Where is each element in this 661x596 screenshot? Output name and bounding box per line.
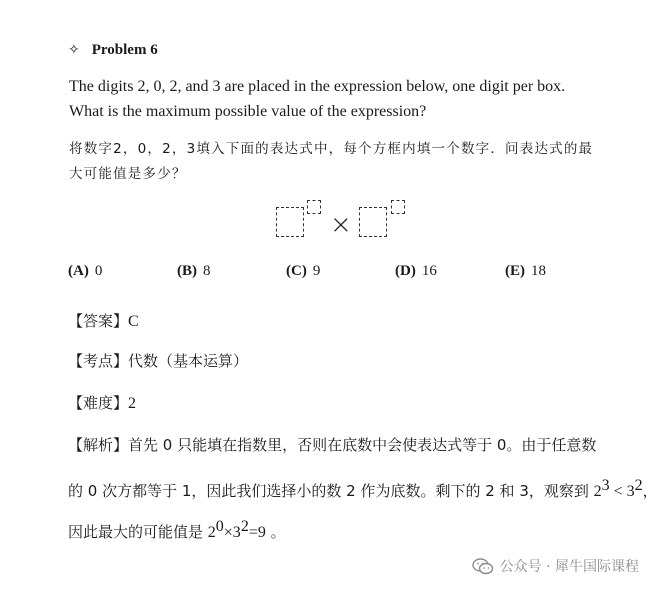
base-box-1 [276, 207, 304, 237]
problem-title: Problem 6 [91, 42, 158, 58]
choice-label: (E) [505, 263, 525, 279]
watermark [472, 556, 639, 576]
math-compare: < 3 [609, 483, 635, 500]
choice-value: 8 [203, 263, 211, 279]
diamond-star-icon: ✧ [68, 42, 80, 58]
analysis-text: 首先 0 只能填在指数里，否则在底数中会使表达式等于 0。由于任意数 [128, 436, 597, 454]
math-exponent: 2 [240, 518, 249, 535]
choice-label: (A) [68, 263, 89, 279]
difficulty-value: 2 [128, 395, 137, 412]
problem-text-zh-line1: 将数字2，0，2，3填入下面的表达式中，每个方框内填一个数字．问表达式的最 [69, 141, 594, 157]
analysis-text: 因此最大的可能值是 [68, 523, 208, 541]
choice-value: 9 [312, 263, 321, 279]
answer-value: C [128, 313, 139, 330]
multiply-operator: × [330, 210, 352, 240]
math-base: 2 [593, 483, 602, 500]
math-exponent: 3 [601, 477, 610, 494]
difficulty-line [68, 392, 136, 413]
analysis-line2 [68, 477, 658, 501]
analysis-line3 [68, 518, 286, 542]
analysis-text: 的 0 次方都等于 1，因此我们选择小的数 2 作为底数。剩下的 2 和 3，观察到 [68, 482, 594, 500]
base-box-2 [359, 207, 387, 237]
topic-label: 【考点】 [68, 352, 129, 370]
exponent-box-1 [307, 200, 321, 214]
problem-text-en-line1: The digits 2, 0, 2, and 3 are placed in the expression below, one digit per box. [69, 78, 566, 95]
choice-value: 16 [421, 263, 437, 279]
choice-label: (B) [177, 263, 197, 279]
watermark-text: 公众号 · 犀牛国际课程 [499, 559, 639, 575]
problem-text-zh-line2: 大可能值是多少？ [69, 166, 187, 182]
math-base: 2 [207, 524, 216, 541]
choice-value: 0 [94, 263, 103, 279]
wechat-icon [472, 558, 494, 575]
exponent-box-2 [391, 200, 405, 214]
math-times: ×3 [223, 524, 241, 541]
choice-value: 18 [531, 263, 546, 279]
topic-value: 代数（基本运算） [128, 352, 249, 370]
choice-label: (C) [286, 263, 307, 279]
choice-b [177, 263, 211, 280]
analysis-text: 。 [265, 523, 286, 541]
answer-line [68, 310, 139, 331]
math-result: =9 [248, 524, 266, 541]
math-exponent: 2 [634, 477, 643, 494]
choice-label: (D) [395, 263, 416, 279]
choice-c [286, 263, 320, 280]
math-exponent: 0 [215, 518, 224, 535]
choice-a [68, 263, 102, 280]
difficulty-label: 【难度】 [68, 394, 129, 412]
topic-line [68, 350, 248, 371]
analysis-line1 [68, 434, 596, 455]
analysis-label: 【解析】 [68, 436, 129, 454]
answer-label: 【答案】 [68, 312, 129, 330]
analysis-text: ， [642, 482, 658, 500]
choice-d [395, 263, 437, 280]
problem-text-en-line2: What is the maximum possible value of the expression? [69, 103, 427, 120]
choice-e [505, 263, 546, 280]
problem-heading [68, 42, 158, 59]
